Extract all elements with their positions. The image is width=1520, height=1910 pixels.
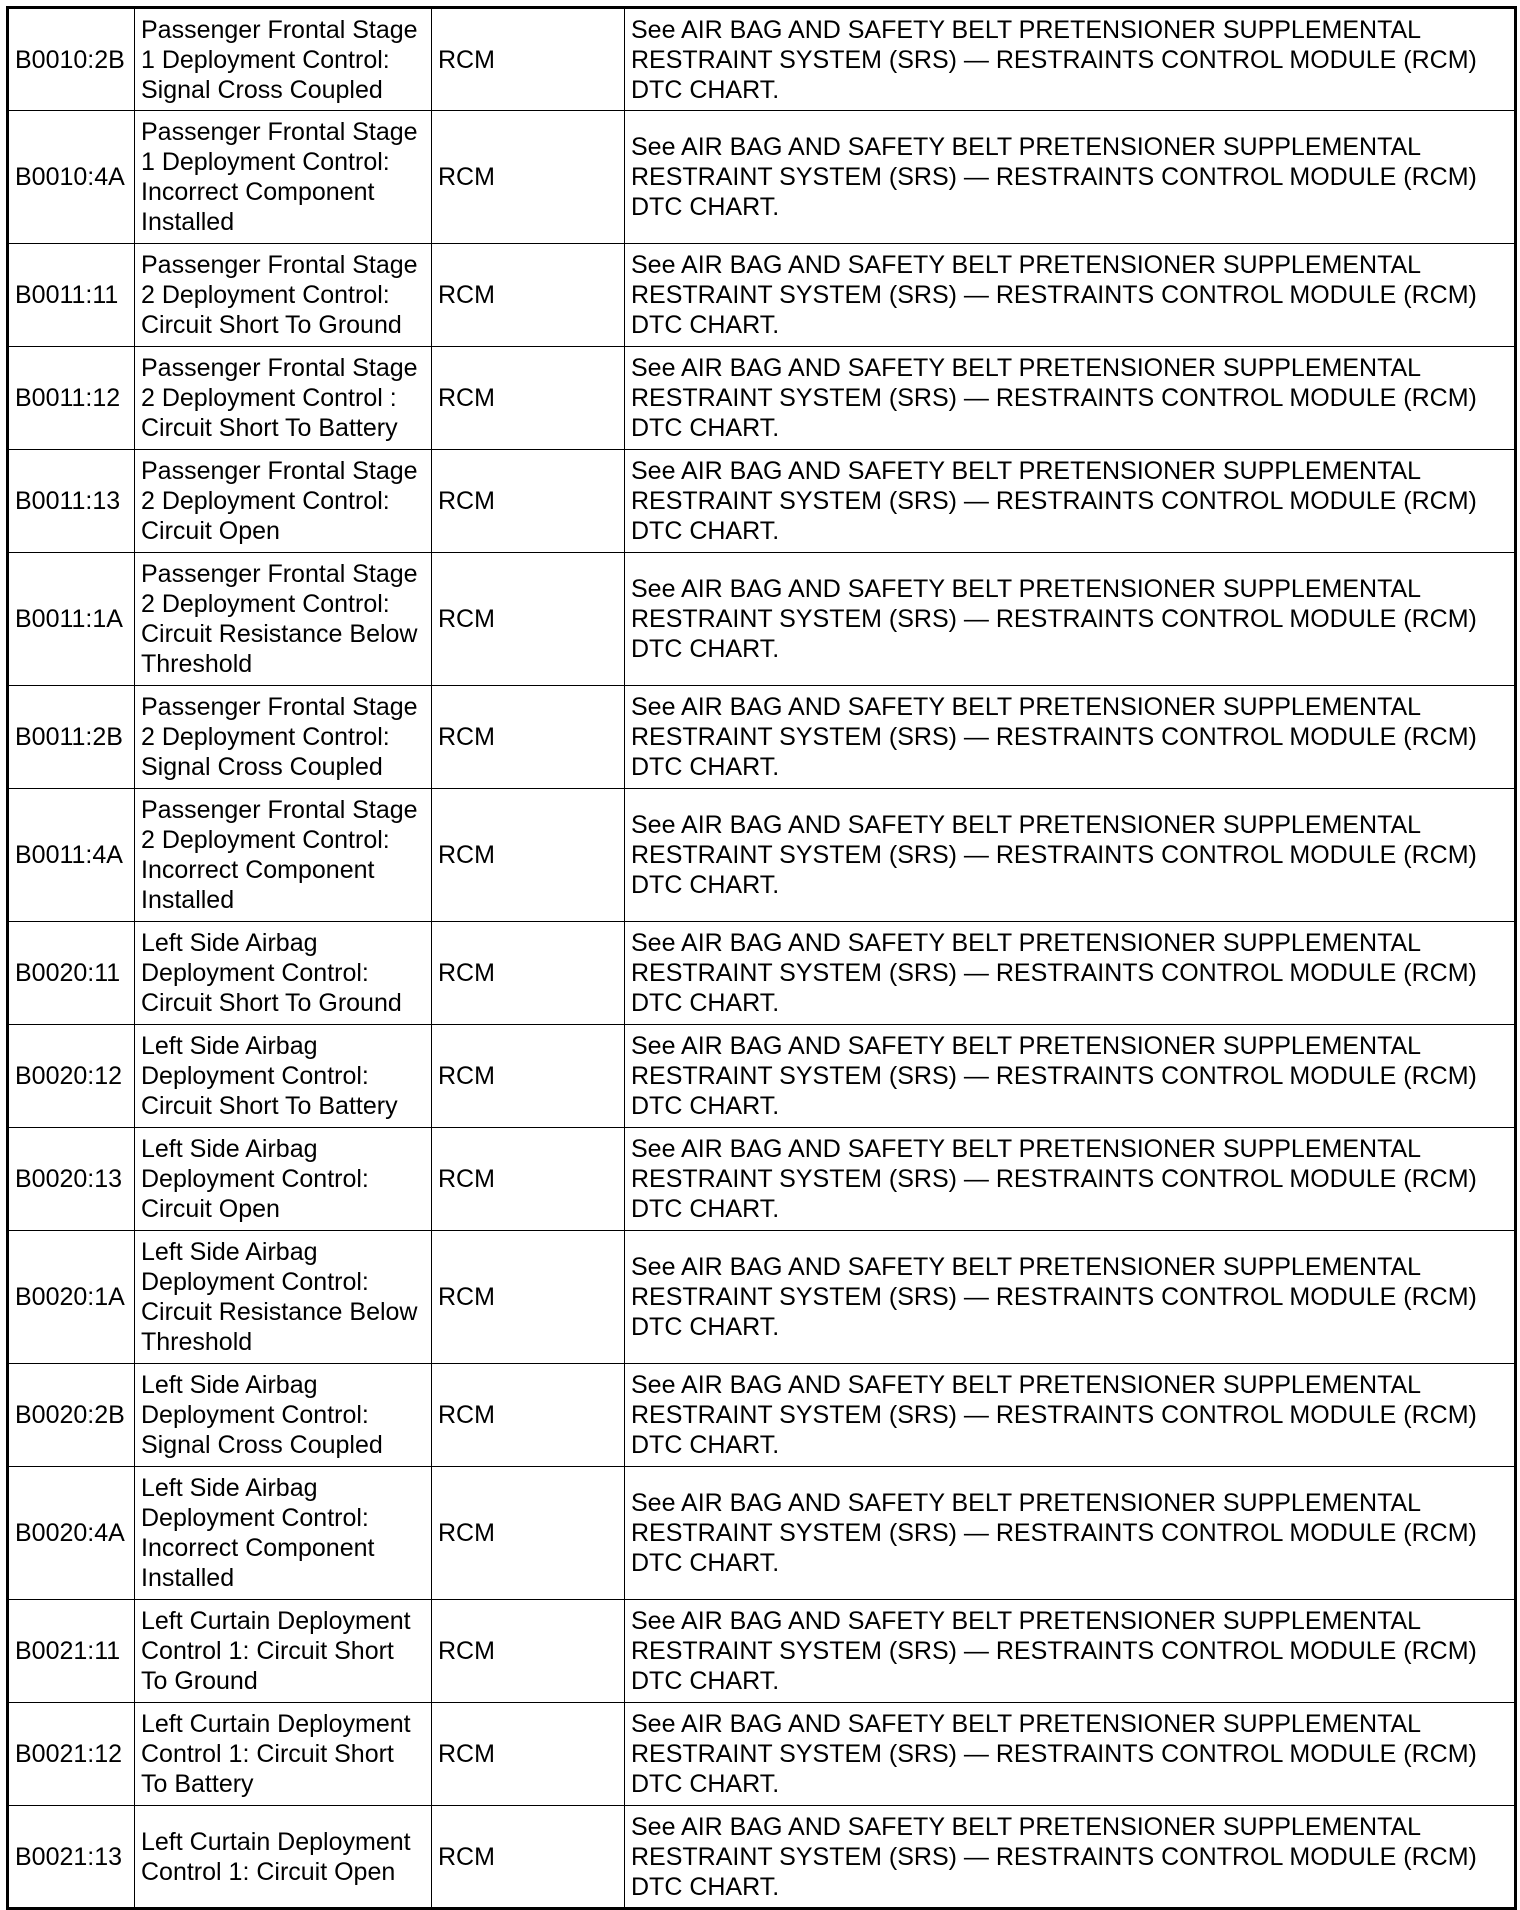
dtc-action-cell: See AIR BAG AND SAFETY BELT PRETENSIONER SUPPLEMENTAL RESTRAINT SYSTEM (SRS) — RESTRAINTS CONTROL MODULE (RCM) DTC CHART.	[625, 1467, 1516, 1600]
dtc-table	[6, 6, 1517, 1910]
dtc-code-cell: B0011:4A	[8, 789, 135, 922]
dtc-description-cell: Passenger Frontal Stage 2 Deployment Control: Incorrect Component Installed	[135, 789, 432, 922]
table-row	[8, 922, 1516, 1025]
table-row	[8, 789, 1516, 922]
dtc-description-cell: Left Curtain Deployment Control 1: Circuit Open	[135, 1806, 432, 1909]
dtc-code-cell: B0011:11	[8, 244, 135, 347]
dtc-description-cell: Left Curtain Deployment Control 1: Circuit Short To Battery	[135, 1703, 432, 1806]
dtc-action-cell: See AIR BAG AND SAFETY BELT PRETENSIONER SUPPLEMENTAL RESTRAINT SYSTEM (SRS) — RESTRAINTS CONTROL MODULE (RCM) DTC CHART.	[625, 1128, 1516, 1231]
dtc-module-cell: RCM	[432, 450, 625, 553]
dtc-module-cell: RCM	[432, 1600, 625, 1703]
dtc-code-cell: B0011:1A	[8, 553, 135, 686]
dtc-action-cell: See AIR BAG AND SAFETY BELT PRETENSIONER SUPPLEMENTAL RESTRAINT SYSTEM (SRS) — RESTRAINTS CONTROL MODULE (RCM) DTC CHART.	[625, 1025, 1516, 1128]
dtc-module-cell: RCM	[432, 8, 625, 111]
table-row	[8, 1467, 1516, 1600]
table-row	[8, 1231, 1516, 1364]
table-row	[8, 1600, 1516, 1703]
dtc-description-cell: Passenger Frontal Stage 1 Deployment Control: Signal Cross Coupled	[135, 8, 432, 111]
table-row	[8, 553, 1516, 686]
dtc-sheet	[6, 6, 1514, 1910]
dtc-description-cell: Passenger Frontal Stage 2 Deployment Control: Circuit Open	[135, 450, 432, 553]
dtc-code-cell: B0020:12	[8, 1025, 135, 1128]
dtc-module-cell: RCM	[432, 1364, 625, 1467]
table-row	[8, 1703, 1516, 1806]
table-row	[8, 1128, 1516, 1231]
dtc-description-cell: Left Side Airbag Deployment Control: Incorrect Component Installed	[135, 1467, 432, 1600]
dtc-module-cell: RCM	[432, 347, 625, 450]
dtc-code-cell: B0020:2B	[8, 1364, 135, 1467]
dtc-description-cell: Left Side Airbag Deployment Control: Circuit Open	[135, 1128, 432, 1231]
dtc-action-cell: See AIR BAG AND SAFETY BELT PRETENSIONER SUPPLEMENTAL RESTRAINT SYSTEM (SRS) — RESTRAINTS CONTROL MODULE (RCM) DTC CHART.	[625, 553, 1516, 686]
dtc-description-cell: Passenger Frontal Stage 2 Deployment Control: Circuit Short To Ground	[135, 244, 432, 347]
table-row	[8, 1025, 1516, 1128]
dtc-code-cell: B0020:4A	[8, 1467, 135, 1600]
dtc-description-cell: Left Side Airbag Deployment Control: Signal Cross Coupled	[135, 1364, 432, 1467]
table-row	[8, 244, 1516, 347]
dtc-code-cell: B0011:2B	[8, 686, 135, 789]
dtc-action-cell: See AIR BAG AND SAFETY BELT PRETENSIONER SUPPLEMENTAL RESTRAINT SYSTEM (SRS) — RESTRAINTS CONTROL MODULE (RCM) DTC CHART.	[625, 1806, 1516, 1909]
table-row	[8, 8, 1516, 111]
dtc-action-cell: See AIR BAG AND SAFETY BELT PRETENSIONER SUPPLEMENTAL RESTRAINT SYSTEM (SRS) — RESTRAINTS CONTROL MODULE (RCM) DTC CHART.	[625, 789, 1516, 922]
dtc-code-cell: B0021:12	[8, 1703, 135, 1806]
dtc-description-cell: Left Side Airbag Deployment Control: Circuit Short To Ground	[135, 922, 432, 1025]
dtc-code-cell: B0020:1A	[8, 1231, 135, 1364]
dtc-module-cell: RCM	[432, 686, 625, 789]
dtc-description-cell: Passenger Frontal Stage 1 Deployment Control: Incorrect Component Installed	[135, 111, 432, 244]
dtc-description-cell: Passenger Frontal Stage 2 Deployment Control : Circuit Short To Battery	[135, 347, 432, 450]
dtc-action-cell: See AIR BAG AND SAFETY BELT PRETENSIONER SUPPLEMENTAL RESTRAINT SYSTEM (SRS) — RESTRAINTS CONTROL MODULE (RCM) DTC CHART.	[625, 686, 1516, 789]
dtc-code-cell: B0010:2B	[8, 8, 135, 111]
table-row	[8, 1806, 1516, 1909]
dtc-action-cell: See AIR BAG AND SAFETY BELT PRETENSIONER SUPPLEMENTAL RESTRAINT SYSTEM (SRS) — RESTRAINTS CONTROL MODULE (RCM) DTC CHART.	[625, 244, 1516, 347]
table-row	[8, 686, 1516, 789]
table-row	[8, 347, 1516, 450]
dtc-action-cell: See AIR BAG AND SAFETY BELT PRETENSIONER SUPPLEMENTAL RESTRAINT SYSTEM (SRS) — RESTRAINTS CONTROL MODULE (RCM) DTC CHART.	[625, 8, 1516, 111]
dtc-module-cell: RCM	[432, 1467, 625, 1600]
table-row	[8, 111, 1516, 244]
dtc-module-cell: RCM	[432, 922, 625, 1025]
dtc-action-cell: See AIR BAG AND SAFETY BELT PRETENSIONER SUPPLEMENTAL RESTRAINT SYSTEM (SRS) — RESTRAINTS CONTROL MODULE (RCM) DTC CHART.	[625, 1600, 1516, 1703]
dtc-module-cell: RCM	[432, 553, 625, 686]
table-row	[8, 1364, 1516, 1467]
dtc-action-cell: See AIR BAG AND SAFETY BELT PRETENSIONER SUPPLEMENTAL RESTRAINT SYSTEM (SRS) — RESTRAINTS CONTROL MODULE (RCM) DTC CHART.	[625, 347, 1516, 450]
dtc-code-cell: B0021:11	[8, 1600, 135, 1703]
dtc-description-cell: Left Side Airbag Deployment Control: Circuit Short To Battery	[135, 1025, 432, 1128]
dtc-action-cell: See AIR BAG AND SAFETY BELT PRETENSIONER SUPPLEMENTAL RESTRAINT SYSTEM (SRS) — RESTRAINTS CONTROL MODULE (RCM) DTC CHART.	[625, 1364, 1516, 1467]
dtc-action-cell: See AIR BAG AND SAFETY BELT PRETENSIONER SUPPLEMENTAL RESTRAINT SYSTEM (SRS) — RESTRAINTS CONTROL MODULE (RCM) DTC CHART.	[625, 111, 1516, 244]
table-row	[8, 450, 1516, 553]
dtc-module-cell: RCM	[432, 244, 625, 347]
dtc-description-cell: Left Curtain Deployment Control 1: Circuit Short To Ground	[135, 1600, 432, 1703]
dtc-description-cell: Left Side Airbag Deployment Control: Circuit Resistance Below Threshold	[135, 1231, 432, 1364]
dtc-code-cell: B0020:13	[8, 1128, 135, 1231]
dtc-module-cell: RCM	[432, 1025, 625, 1128]
dtc-description-cell: Passenger Frontal Stage 2 Deployment Control: Signal Cross Coupled	[135, 686, 432, 789]
dtc-action-cell: See AIR BAG AND SAFETY BELT PRETENSIONER SUPPLEMENTAL RESTRAINT SYSTEM (SRS) — RESTRAINTS CONTROL MODULE (RCM) DTC CHART.	[625, 922, 1516, 1025]
dtc-module-cell: RCM	[432, 1703, 625, 1806]
dtc-module-cell: RCM	[432, 1806, 625, 1909]
dtc-module-cell: RCM	[432, 1128, 625, 1231]
dtc-code-cell: B0011:13	[8, 450, 135, 553]
dtc-action-cell: See AIR BAG AND SAFETY BELT PRETENSIONER SUPPLEMENTAL RESTRAINT SYSTEM (SRS) — RESTRAINTS CONTROL MODULE (RCM) DTC CHART.	[625, 450, 1516, 553]
dtc-module-cell: RCM	[432, 789, 625, 922]
dtc-action-cell: See AIR BAG AND SAFETY BELT PRETENSIONER SUPPLEMENTAL RESTRAINT SYSTEM (SRS) — RESTRAINTS CONTROL MODULE (RCM) DTC CHART.	[625, 1231, 1516, 1364]
dtc-code-cell: B0020:11	[8, 922, 135, 1025]
dtc-table-body	[8, 8, 1516, 1909]
dtc-action-cell: See AIR BAG AND SAFETY BELT PRETENSIONER SUPPLEMENTAL RESTRAINT SYSTEM (SRS) — RESTRAINTS CONTROL MODULE (RCM) DTC CHART.	[625, 1703, 1516, 1806]
dtc-module-cell: RCM	[432, 111, 625, 244]
dtc-code-cell: B0010:4A	[8, 111, 135, 244]
dtc-description-cell: Passenger Frontal Stage 2 Deployment Control: Circuit Resistance Below Threshold	[135, 553, 432, 686]
dtc-module-cell: RCM	[432, 1231, 625, 1364]
dtc-code-cell: B0021:13	[8, 1806, 135, 1909]
dtc-code-cell: B0011:12	[8, 347, 135, 450]
